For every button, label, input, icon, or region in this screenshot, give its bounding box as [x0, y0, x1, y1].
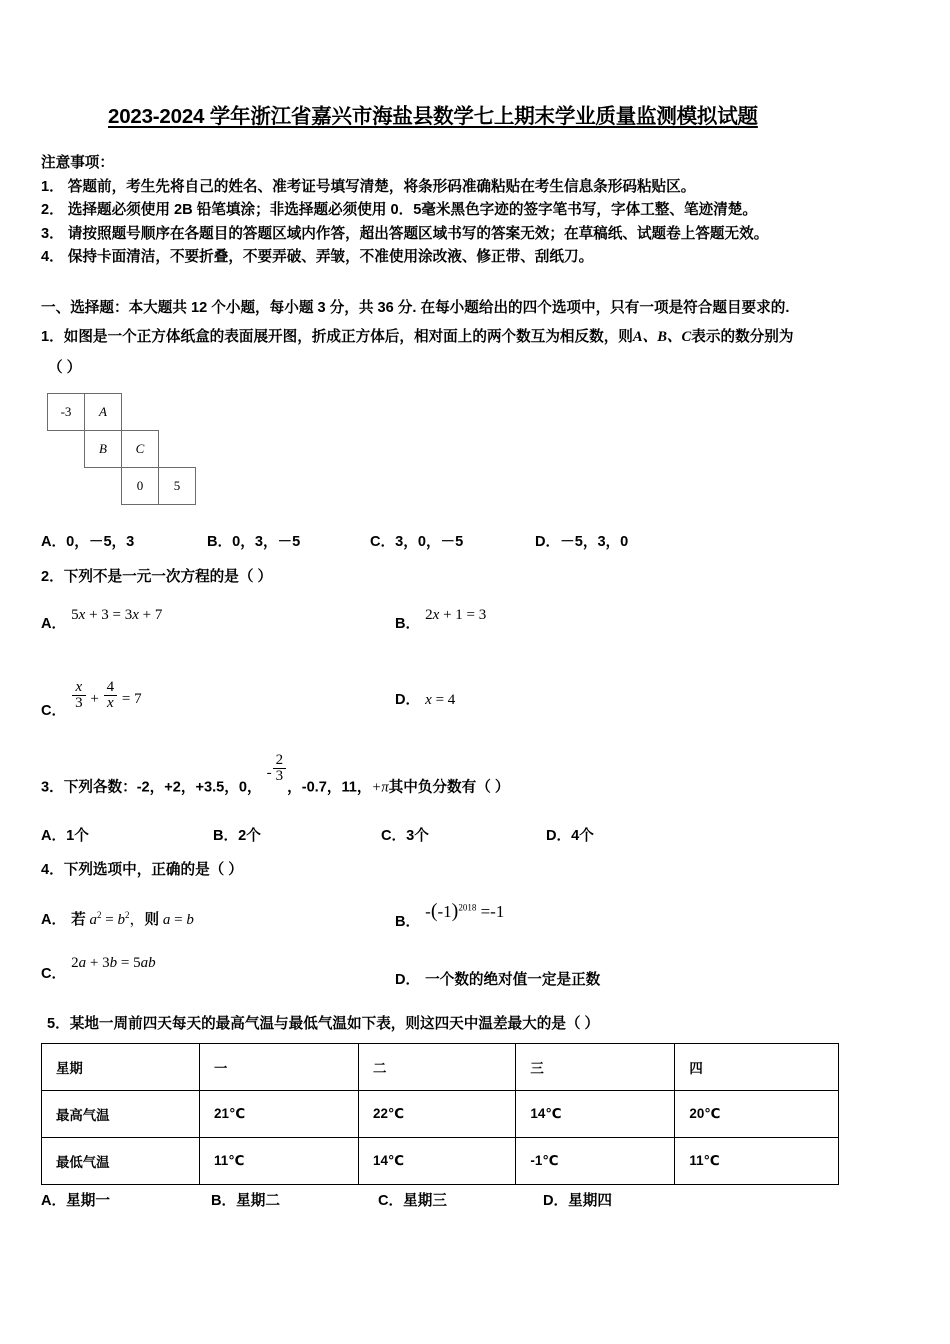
question-2-option-c-math: $\frac{x}{3}$ + $\frac{4}{x}$ = 7 [71, 684, 141, 716]
question-2-number: 2． [41, 569, 64, 585]
section-heading: 一、选择题：本大题共 12 个小题，每小题 3 分，共 36 分. 在每小题给出的四个选项中，只有一项是符合题目要求的. [41, 300, 790, 316]
question-1-option-b[interactable] [207, 530, 300, 551]
notice-item-2-index: 2． [41, 202, 64, 219]
question-5-option-a-text: 星期一 [66, 1193, 110, 1209]
table-row-low-temp [42, 1138, 839, 1185]
question-1-option-c[interactable] [370, 530, 463, 551]
question-2-stem-text: 下列不是一元一次方程的是（ ） [63, 569, 273, 585]
question-2-option-a[interactable] [41, 607, 163, 633]
question-5-option-c[interactable] [378, 1189, 447, 1210]
question-1-option-b-text: 0，3，－5 [232, 534, 301, 550]
question-2-option-c-label: C． [41, 702, 67, 719]
table-header-wed: 三 [516, 1044, 675, 1091]
question-3-option-d-text: 4个 [571, 828, 594, 844]
question-3-fraction-sign: - [266, 765, 272, 782]
fraction-denominator: 3 [273, 768, 287, 784]
question-1-option-a-text: 0，－5，3 [66, 534, 135, 550]
table-header-tue: 二 [359, 1044, 516, 1091]
notice-item-4 [41, 246, 921, 270]
low-temp-tue: 14℃ [359, 1138, 516, 1185]
question-1-options [41, 530, 931, 554]
question-4-option-c-math: 2a + 3b = 5ab [71, 955, 156, 971]
table-header-weekday: 星期 [42, 1044, 200, 1091]
net-cell-3: B [84, 430, 122, 468]
fraction-x-over-3: $\frac{x}{3}$ [72, 680, 86, 712]
question-1-option-c-label: C． [370, 534, 396, 550]
notice-item-1 [41, 176, 921, 200]
notice-item-3-text: 请按照题号顺序在各题目的答题区域内作答，超出答题区域书写的答案无效；在草稿纸、试题卷上答题无效。 [67, 225, 769, 242]
table-row-high-temp [42, 1091, 839, 1138]
question-2-option-d[interactable] [395, 688, 455, 709]
question-2-option-a-label: A． [41, 616, 67, 632]
question-5-option-b-text: 星期二 [236, 1193, 280, 1209]
net-cell-6: 5 [158, 467, 196, 505]
notice-item-4-text: 保持卡面清洁，不要折叠，不要弄破、弄皱，不准使用涂改液、修正带、刮纸刀。 [67, 249, 594, 266]
question-4-option-d[interactable] [395, 968, 600, 989]
question-4-stem-text: 下列选项中，正确的是（ ） [63, 862, 243, 878]
question-3-stem [41, 752, 510, 797]
temperature-table [41, 1043, 839, 1185]
notice-item-3-index: 3． [41, 225, 64, 242]
question-1-stem-text: 如图是一个正方体纸盒的表面展开图，折成正方体后，相对面上的两个数互为相反数，则 [63, 329, 633, 345]
question-3-number: 3． [41, 779, 64, 796]
question-2-stem [41, 565, 272, 586]
question-1-option-d-label: D． [535, 534, 561, 550]
low-temp-wed: -1℃ [516, 1138, 675, 1185]
question-2-option-b-math: 2x + 1 = 3 [425, 607, 487, 623]
question-5-option-b-label: B． [211, 1193, 237, 1209]
question-1-option-c-text: 3，0，－5 [395, 534, 464, 550]
question-1-stem-tail: 表示的数分别为 [691, 329, 794, 345]
question-1-option-d-text: －5，3，0 [560, 534, 629, 550]
question-4-number: 4． [41, 862, 64, 878]
low-temp-thu: 11℃ [675, 1138, 839, 1185]
page-title: 2023-2024 学年浙江省嘉兴市海盐县数学七上期末学业质量监测模拟试题 [108, 105, 758, 128]
high-temp-wed: 14℃ [516, 1091, 675, 1138]
question-3-stem-c: 其中负分数有（ ） [388, 779, 510, 796]
question-2-option-d-label: D． [395, 692, 421, 708]
high-temp-tue: 22℃ [359, 1091, 516, 1138]
fraction-4-over-x: $\frac{4}{x}$ [104, 680, 118, 712]
question-1-option-d[interactable] [535, 530, 628, 551]
question-3-option-b-text: 2个 [238, 828, 261, 844]
question-1-stem-vars: A、B、C [632, 329, 692, 345]
question-4-option-c[interactable] [41, 955, 156, 983]
question-1-option-b-label: B． [207, 534, 233, 550]
question-3-negative-fraction [266, 752, 288, 790]
fraction-2-over-3 [273, 753, 287, 785]
notice-item-3 [41, 223, 921, 247]
question-3-stem-a: 下列各数：-2，+2，+3.5，0， [63, 779, 262, 796]
question-4-option-b-label: B． [395, 914, 421, 930]
question-5-option-d-text: 星期四 [568, 1193, 612, 1209]
question-3-option-b[interactable] [213, 824, 261, 845]
question-5-option-d[interactable] [543, 1189, 612, 1210]
question-1-option-a[interactable] [41, 530, 134, 551]
question-1-option-a-label: A． [41, 534, 67, 550]
notice-item-1-text: 答题前，考生先将自己的姓名、准考证号填写清楚，将条形码准确粘贴在考生信息条形码粘贴区。 [67, 178, 696, 195]
question-3-option-c-text: 3个 [406, 828, 429, 844]
question-4-option-a-math: 若 $a^2 = b^2$，则 a = b [71, 910, 194, 928]
question-1-blank: （ ） [48, 360, 82, 376]
question-3-option-a-text: 1个 [66, 828, 89, 844]
notice-item-2 [41, 199, 921, 223]
fraction-numerator: 2 [275, 752, 284, 768]
question-5-option-a-label: A． [41, 1193, 67, 1209]
question-1-cube-net [47, 393, 207, 511]
question-3-option-b-label: B． [213, 828, 239, 844]
low-temp-mon: 11℃ [200, 1138, 359, 1185]
question-3-stem-b: ，-0.7，11， [287, 779, 372, 796]
question-4-stem [41, 858, 243, 879]
table-header-mon: 一 [200, 1044, 359, 1091]
question-4-option-d-text: 一个数的绝对值一定是正数 [425, 972, 601, 988]
question-5-stem-text: 某地一周前四天每天的最高气温与最低气温如下表，则这四天中温差最大的是（ ） [69, 1016, 600, 1032]
notice-heading: 注意事项： [41, 155, 114, 171]
net-cell-4: C [121, 430, 159, 468]
question-5-option-c-text: 星期三 [403, 1193, 447, 1209]
question-4-option-b[interactable] [395, 900, 505, 931]
notice-item-2-text: 选择题必须使用 2B 铅笔填涂；非选择题必须使用 0．5毫米黑色字迹的签字笔书写，字体工整、笔迹清楚。 [67, 202, 757, 219]
question-5-option-b[interactable] [211, 1189, 280, 1210]
question-3-options [41, 824, 931, 848]
question-3-option-d[interactable] [546, 824, 594, 845]
question-4-option-a-label: A． [41, 912, 67, 928]
table-label-low-temp: 最低气温 [42, 1138, 200, 1185]
question-3-option-d-label: D． [546, 828, 572, 844]
notice-item-4-index: 4． [41, 249, 64, 266]
net-cell-5: 0 [121, 467, 159, 505]
question-2-option-c[interactable] [41, 679, 142, 720]
question-5-options [41, 1189, 931, 1213]
table-label-high-temp: 最高气温 [42, 1091, 200, 1138]
question-2-option-b-label: B． [395, 616, 421, 632]
question-2-option-a-math: 5x + 3 = 3x + 7 [71, 607, 163, 623]
question-4-option-d-label: D． [395, 972, 421, 988]
table-row-weekday [42, 1044, 839, 1091]
question-3-option-c-label: C． [381, 828, 407, 844]
question-5-number: 5． [47, 1016, 70, 1032]
question-1-stem [41, 325, 793, 346]
table-header-thu: 四 [675, 1044, 839, 1091]
question-5-option-a[interactable] [41, 1189, 110, 1210]
question-4-option-b-math: $-(-1)^{2018} =-1$ [425, 900, 505, 922]
question-2-option-b[interactable] [395, 607, 487, 633]
question-2-option-d-math: x = 4 [425, 692, 456, 708]
question-3-stem-pi: +π [371, 779, 389, 796]
question-5-stem [47, 1012, 599, 1033]
notice-item-1-index: 1． [41, 178, 64, 195]
question-5-option-d-label: D． [543, 1193, 569, 1209]
question-4-option-a[interactable] [41, 908, 194, 929]
question-3-option-a[interactable] [41, 824, 89, 845]
question-3-option-c[interactable] [381, 824, 429, 845]
question-4-option-c-label: C． [41, 966, 67, 982]
net-cell-1: -3 [47, 393, 85, 431]
question-1-number: 1． [41, 329, 64, 345]
net-cell-2: A [84, 393, 122, 431]
notice-block [41, 152, 921, 270]
question-3-option-a-label: A． [41, 828, 67, 844]
question-5-option-c-label: C． [378, 1193, 404, 1209]
high-temp-mon: 21℃ [200, 1091, 359, 1138]
high-temp-thu: 20℃ [675, 1091, 839, 1138]
